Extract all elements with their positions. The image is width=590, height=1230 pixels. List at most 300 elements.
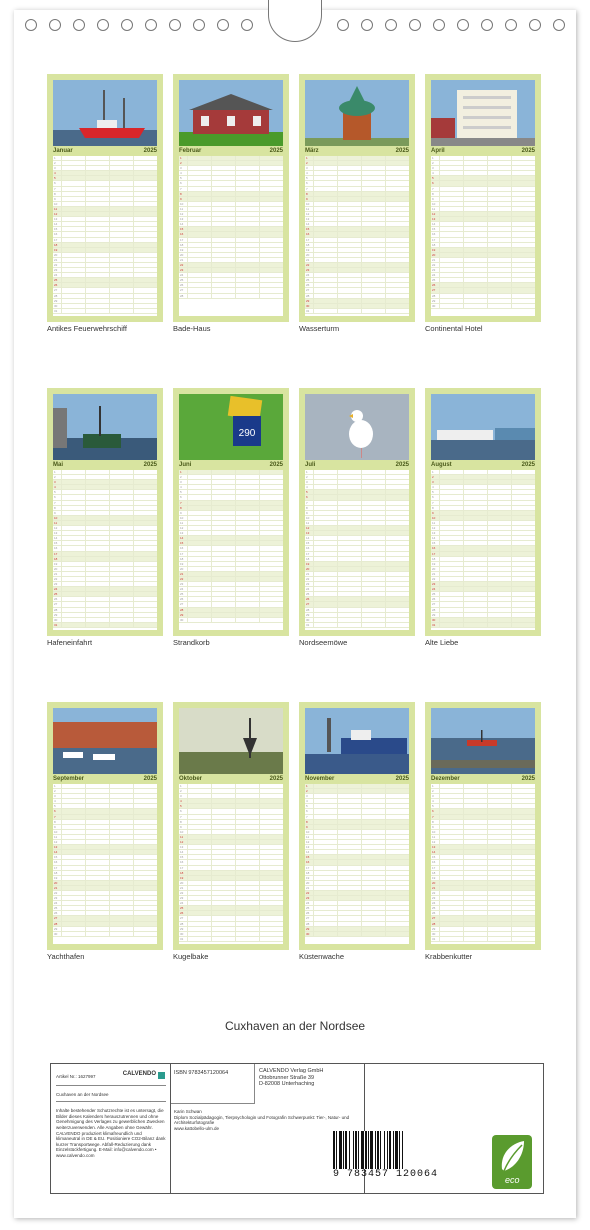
day-number: 26 [180,597,184,602]
day-number: 18 [306,242,310,247]
day-number: 18 [306,870,310,875]
month-header [53,147,157,156]
day-number: 30 [306,617,310,622]
day-number: 7 [306,500,308,505]
day-number: 31 [306,622,310,627]
month-year: 2025 [521,148,535,154]
day-number: 26 [432,597,436,602]
day-number: 12 [180,212,184,217]
day-number: 21 [432,885,436,890]
day-number: 8 [306,505,308,510]
day-grid [179,784,283,944]
day-number: 14 [432,222,436,227]
month-year: 2025 [143,462,157,468]
month-header [431,147,535,156]
day-number: 6 [432,495,434,500]
day-number: 24 [180,587,184,592]
day-number: 30 [54,303,58,308]
day-number: 6 [54,495,56,500]
day-number: 31 [432,622,436,627]
day-number: 21 [180,885,184,890]
day-number: 27 [432,288,436,293]
month-name: März [305,148,319,154]
day-number: 25 [432,278,436,283]
day-number: 16 [180,232,184,237]
day-number: 25 [306,592,310,597]
day-number: 7 [54,500,56,505]
month-photo [179,394,283,460]
day-number: 24 [432,901,436,906]
month-panel [47,702,163,950]
day-number: 21 [180,571,184,576]
day-number: 26 [306,911,310,916]
month-caption: Krabbenkutter [425,952,473,961]
day-number: 6 [180,809,182,814]
day-number: 9 [306,824,308,829]
author-website: www.kattobello-ulm.de [174,1125,220,1131]
binding-hole [241,19,253,31]
day-number: 29 [306,612,310,617]
day-number: 15 [306,227,310,232]
day-number: 20 [432,880,436,885]
day-number: 2 [432,161,434,166]
month-header [179,775,283,784]
day-number: 22 [180,576,184,581]
day-number: 14 [54,850,58,855]
day-number: 27 [432,916,436,921]
day-number: 9 [54,824,56,829]
lightship-icon [53,80,157,146]
binding-hole [25,19,37,31]
day-number: 13 [180,531,184,536]
day-number: 1 [432,784,434,788]
month-caption: Antikes Feuerwehrschiff [47,324,127,333]
day-number: 19 [432,247,436,252]
day-number: 12 [54,526,58,531]
day-number: 4 [180,171,182,176]
day-number: 21 [54,885,58,890]
day-number: 20 [54,252,58,257]
svg-text:290: 290 [238,428,256,439]
month-panel [425,74,541,322]
day-number: 4 [432,171,434,176]
day-number: 23 [180,268,184,273]
day-number: 24 [432,587,436,592]
day-number: 12 [432,526,436,531]
day-number: 7 [180,814,182,819]
day-number: 21 [306,257,310,262]
day-number: 26 [180,911,184,916]
day-number: 13 [54,531,58,536]
day-number: 24 [306,587,310,592]
day-number: 26 [180,283,184,288]
day-number: 4 [54,799,56,804]
imprint-left-column [51,1064,171,1193]
day-number: 9 [54,510,56,515]
day-number: 19 [306,875,310,880]
month-panel [299,702,415,950]
month-year: 2025 [395,148,409,154]
day-number: 15 [306,855,310,860]
day-number: 17 [180,865,184,870]
day-row [431,623,535,628]
day-number: 2 [432,475,434,480]
day-number: 17 [180,551,184,556]
binding-hole [409,19,421,31]
calendar-title: Cuxhaven an der Nordsee [224,1019,366,1033]
day-number: 10 [54,515,58,520]
month-caption: Nordseemöwe [299,638,348,647]
month-name: Oktober [179,776,203,782]
day-number: 29 [306,926,310,931]
day-number: 15 [54,855,58,860]
day-number: 21 [180,257,184,262]
day-number: 13 [432,845,436,850]
day-number: 4 [180,799,182,804]
day-number: 22 [306,890,310,895]
day-number: 12 [432,212,436,217]
day-number: 15 [180,227,184,232]
day-number: 27 [306,602,310,607]
day-number: 1 [180,470,182,474]
day-number: 10 [180,829,184,834]
day-number: 2 [306,789,308,794]
day-number: 2 [180,475,182,480]
day-number: 6 [432,809,434,814]
day-number: 11 [432,834,436,839]
month-caption: Küstenwache [299,952,345,961]
day-number: 21 [306,571,310,576]
day-number: 23 [54,896,58,901]
day-number: 15 [306,541,310,546]
cutter-icon [431,708,535,774]
month-name: April [431,148,445,154]
day-number: 16 [306,232,310,237]
day-number: 22 [180,262,184,267]
ean-barcode [333,1131,471,1179]
day-number: 8 [306,819,308,824]
month-header [305,147,409,156]
day-number: 5 [306,804,308,809]
day-number: 8 [180,191,182,196]
day-number: 15 [54,541,58,546]
binding-hole [73,19,85,31]
day-number: 3 [180,480,182,485]
day-number: 27 [180,916,184,921]
day-number: 11 [180,834,184,839]
day-number: 12 [306,840,310,845]
day-number: 17 [54,237,58,242]
day-number: 12 [306,526,310,531]
day-number: 18 [54,870,58,875]
binding-hole [361,19,373,31]
day-number: 22 [306,262,310,267]
day-number: 31 [306,308,310,313]
day-number: 11 [54,520,58,525]
month-photo [53,708,157,774]
day-number: 10 [54,201,58,206]
seagull-icon [305,394,409,460]
day-number: 23 [54,268,58,273]
day-number: 13 [306,531,310,536]
day-number: 19 [432,561,436,566]
binding-hole [553,19,565,31]
day-number: 30 [432,931,436,936]
day-number: 12 [54,212,58,217]
day-number: 18 [432,870,436,875]
beach-chair-icon [179,394,283,460]
day-number: 5 [54,176,56,181]
day-number: 7 [306,814,308,819]
day-number: 19 [180,247,184,252]
day-number: 10 [432,201,436,206]
marina-icon [53,708,157,774]
month-name: Januar [53,148,73,154]
day-number: 27 [54,916,58,921]
month-caption: Hafeneinfahrt [47,638,93,647]
day-number: 27 [54,288,58,293]
day-grid [305,156,409,316]
publisher-street: Ottobrunner Straße 39 [259,1074,315,1081]
day-number: 14 [180,850,184,855]
day-number: 17 [54,865,58,870]
month-panel [173,74,289,322]
month-panel [173,702,289,950]
day-number: 11 [306,834,310,839]
day-row [431,304,535,309]
month-panel [425,702,541,950]
day-number: 11 [180,520,184,525]
day-number: 8 [180,819,182,824]
day-number: 29 [54,926,58,931]
month-panel [47,74,163,322]
month-caption: Strandkorb [173,638,210,647]
day-number: 17 [432,865,436,870]
day-number: 18 [180,556,184,561]
binding-hole [385,19,397,31]
day-number: 16 [432,232,436,237]
day-number: 1 [306,784,308,788]
day-number: 3 [180,166,182,171]
day-number: 17 [306,551,310,556]
day-number: 30 [180,931,184,936]
binding-hole [145,19,157,31]
day-number: 22 [432,890,436,895]
day-number: 16 [306,860,310,865]
day-number: 24 [306,273,310,278]
day-number: 23 [306,896,310,901]
day-number: 30 [54,617,58,622]
day-grid [305,470,409,630]
day-number: 10 [306,515,310,520]
day-number: 20 [306,252,310,257]
day-number: 4 [432,799,434,804]
day-number: 9 [432,510,434,515]
day-number: 28 [180,607,184,612]
day-number: 20 [180,880,184,885]
pier-icon [431,394,535,460]
day-row [53,623,157,628]
binding-hole [433,19,445,31]
day-number: 14 [180,536,184,541]
day-number: 15 [180,541,184,546]
day-number: 5 [432,804,434,809]
day-number: 28 [180,921,184,926]
day-row [179,937,283,942]
day-number: 3 [54,166,56,171]
month-header [305,775,409,784]
publisher-city: D-82008 Unterhaching [259,1081,315,1088]
day-number: 14 [306,850,310,855]
day-number: 6 [432,181,434,186]
month-panel [299,74,415,322]
day-number: 25 [180,906,184,911]
day-number: 28 [432,921,436,926]
binding-hole [505,19,517,31]
month-year: 2025 [143,148,157,154]
day-number: 21 [306,885,310,890]
month-year: 2025 [521,462,535,468]
coastguard-icon [305,708,409,774]
day-row [431,937,535,942]
day-number: 6 [306,495,308,500]
hotel-icon [431,80,535,146]
day-number: 29 [432,298,436,303]
month-photo [431,708,535,774]
month-year: 2025 [521,776,535,782]
month-photo [53,394,157,460]
day-number: 19 [306,561,310,566]
day-number: 24 [306,901,310,906]
day-number: 28 [306,921,310,926]
day-number: 10 [54,829,58,834]
day-number: 31 [54,622,58,627]
month-photo [53,80,157,146]
day-number: 3 [432,166,434,171]
day-number: 6 [306,809,308,814]
day-number: 25 [54,592,58,597]
day-number: 11 [432,206,436,211]
day-number: 14 [432,850,436,855]
day-number: 12 [180,840,184,845]
day-number: 6 [54,181,56,186]
month-caption: Alte Liebe [425,638,459,647]
day-number: 5 [180,804,182,809]
calvendo-logo: CALVENDO [122,1071,156,1077]
day-number: 29 [306,298,310,303]
day-number: 28 [180,293,184,298]
day-number: 16 [306,546,310,551]
day-number: 24 [54,901,58,906]
day-number: 15 [180,855,184,860]
day-number: 9 [180,196,182,201]
day-number: 1 [54,784,56,788]
publisher-name: CALVENDO Verlag GmbH [259,1068,324,1074]
day-number: 3 [180,794,182,799]
day-number: 4 [306,485,308,490]
day-number: 18 [54,556,58,561]
month-panel [173,388,289,636]
month-name: September [53,776,85,782]
day-number: 9 [432,196,434,201]
month-year: 2025 [395,776,409,782]
day-number: 25 [432,906,436,911]
day-number: 22 [54,262,58,267]
house-icon [179,80,283,146]
day-number: 30 [54,931,58,936]
day-number: 7 [306,186,308,191]
day-number: 21 [54,257,58,262]
month-year: 2025 [269,462,283,468]
day-number: 13 [180,217,184,222]
binding-hole [97,19,109,31]
author-description: Diplom Sozialpädagogin, Tierpsychologin und Fotografin Schwerpunkt: Tier-, Natur- und Architekturfotografie [174,1114,350,1126]
day-number: 4 [54,171,56,176]
day-number: 7 [432,814,434,819]
day-number: 1 [306,470,308,474]
day-number: 23 [54,582,58,587]
day-grid [431,784,535,944]
day-number: 26 [432,283,436,288]
day-number: 26 [306,597,310,602]
day-number: 8 [54,191,56,196]
watertower-icon [305,80,409,146]
month-name: Februar [179,148,202,154]
day-number: 7 [54,814,56,819]
day-number: 18 [306,556,310,561]
day-number: 28 [432,293,436,298]
binding-hole [121,19,133,31]
day-number: 29 [180,926,184,931]
day-number: 5 [180,490,182,495]
day-number: 28 [54,293,58,298]
day-number: 25 [432,592,436,597]
day-number: 13 [306,217,310,222]
day-number: 28 [432,607,436,612]
day-number: 9 [54,196,56,201]
month-panel [47,388,163,636]
day-number: 11 [180,206,184,211]
day-number: 30 [432,303,436,308]
day-number: 17 [54,551,58,556]
author-name: Karin Schwan [174,1109,202,1114]
day-number: 13 [432,531,436,536]
day-number: 2 [306,161,308,166]
day-number: 8 [54,819,56,824]
day-number: 1 [432,156,434,160]
day-number: 10 [306,829,310,834]
day-number: 1 [432,470,434,474]
day-number: 23 [432,582,436,587]
day-number: 19 [306,247,310,252]
day-number: 16 [54,860,58,865]
isbn: ISBN 9783457120064 [174,1070,229,1076]
day-number: 7 [180,500,182,505]
day-number: 3 [432,480,434,485]
day-number: 26 [432,911,436,916]
day-row [305,623,409,628]
day-number: 18 [180,870,184,875]
beacon-icon [179,708,283,774]
day-number: 27 [54,602,58,607]
day-number: 29 [432,926,436,931]
month-header [179,461,283,470]
day-number: 22 [306,576,310,581]
day-number: 20 [54,566,58,571]
day-number: 20 [180,566,184,571]
day-number: 5 [54,490,56,495]
day-number: 27 [432,602,436,607]
